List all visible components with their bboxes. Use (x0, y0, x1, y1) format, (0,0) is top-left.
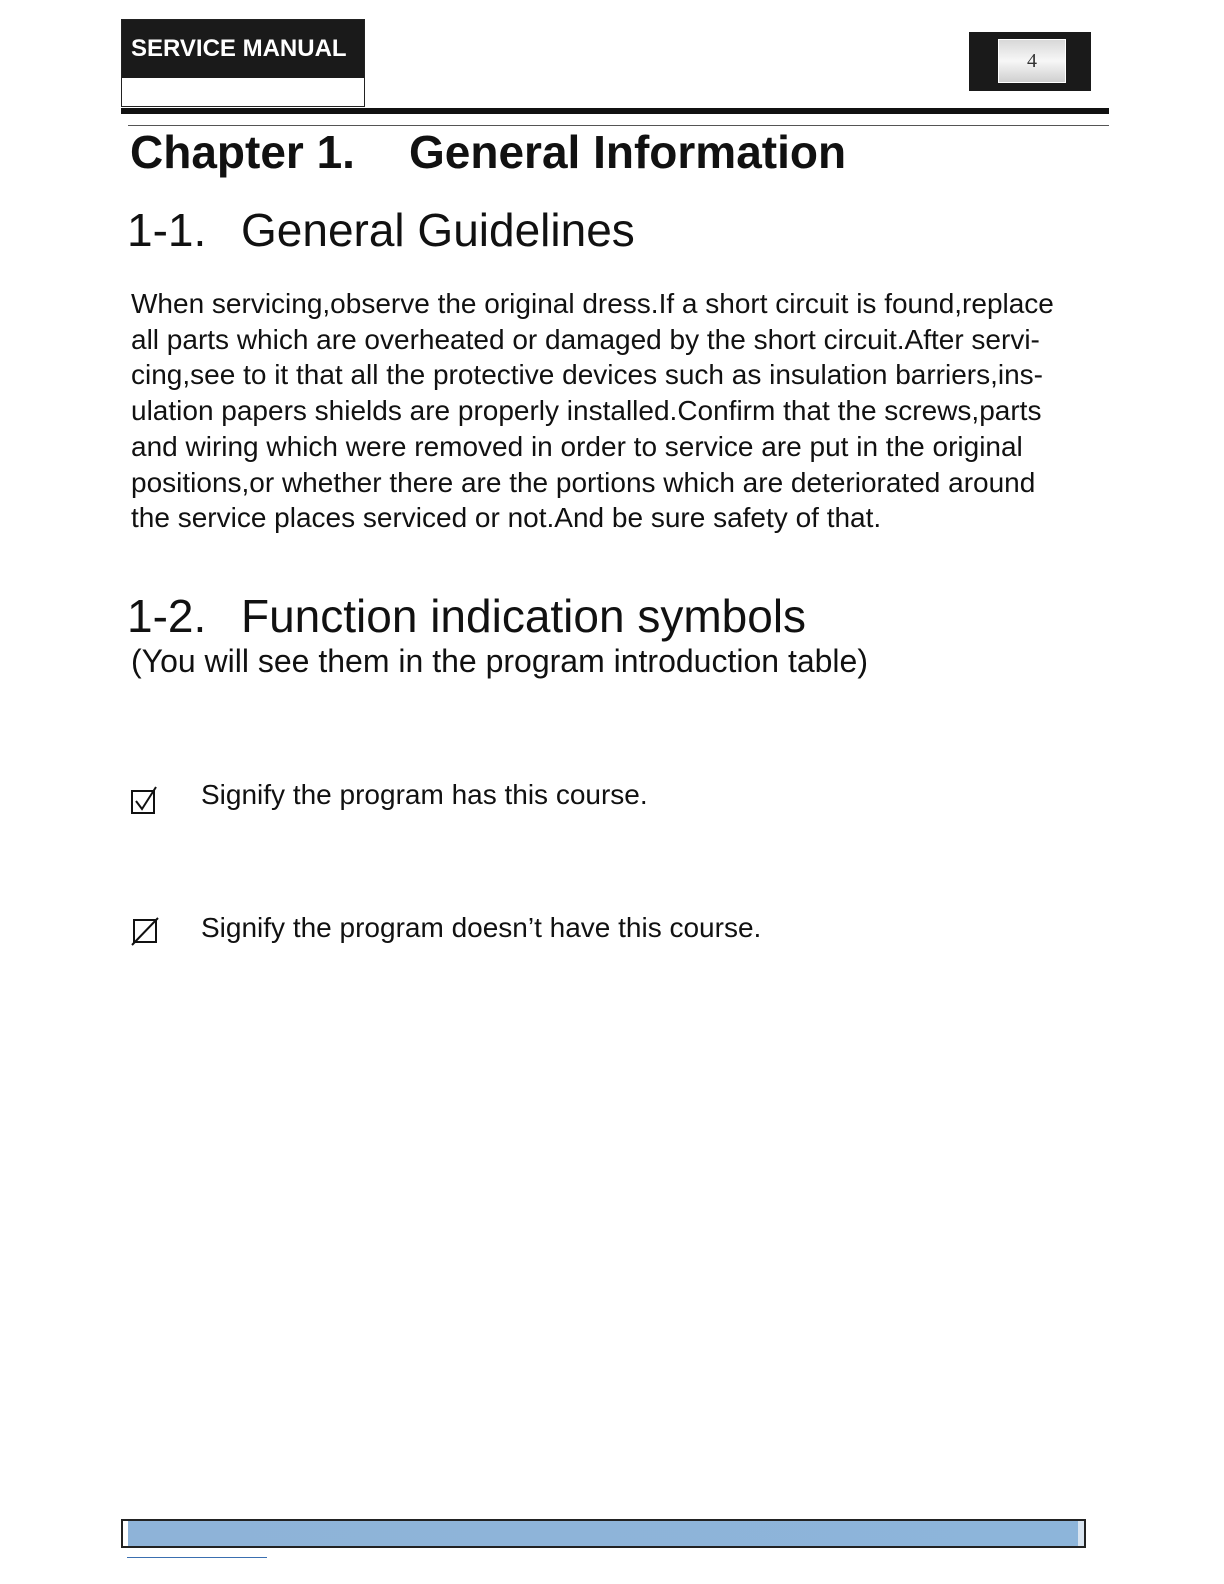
header-label-box (121, 19, 365, 107)
paragraph-line: ulation papers shields are properly installed.Confirm that the screws,parts (131, 395, 1042, 427)
paragraph-line: and wiring which were removed in order to service are put in the original (131, 430, 1023, 462)
section-number: 1-2. (127, 590, 207, 642)
manual-label: SERVICE MANUAL (122, 20, 364, 78)
checked-box-icon (130, 785, 160, 815)
section-title: Function indication symbols (241, 590, 807, 642)
slashed-box-icon (130, 916, 160, 946)
chapter-heading (130, 125, 847, 179)
paragraph-line: all parts which are overheated or damaged by the short circuit.After servi- (131, 323, 1040, 355)
paragraph-line: positions,or whether there are the portions which are deteriorated around (131, 466, 1036, 498)
chapter-number: Chapter 1. (130, 126, 355, 178)
footer-line (127, 1557, 267, 1558)
symbol-description: Signify the program doesn’t have this course. (201, 912, 762, 943)
section-subtitle: (You will see them in the program introduction table) (131, 643, 868, 679)
section-title: General Guidelines (241, 204, 635, 256)
page-number: 4 (998, 39, 1066, 83)
guidelines-paragraph (131, 286, 1116, 536)
page-number-box (969, 32, 1091, 91)
symbol-description: Signify the program has this course. (201, 779, 648, 810)
paragraph-line: When servicing,observe the original dress.If a short circuit is found,replace (131, 288, 1054, 319)
footer-bar (121, 1519, 1086, 1548)
section-heading-1-1 (127, 203, 635, 257)
chapter-title: General Information (409, 126, 847, 178)
section-number: 1-1. (127, 204, 207, 256)
paragraph-line: the service places serviced or not.And be sure safety of that. (131, 502, 882, 534)
header-rule (121, 108, 1109, 114)
section-heading-1-2 (127, 589, 807, 643)
paragraph-line: cing,see to it that all the protective devices such as insulation barriers,ins- (131, 359, 1044, 391)
